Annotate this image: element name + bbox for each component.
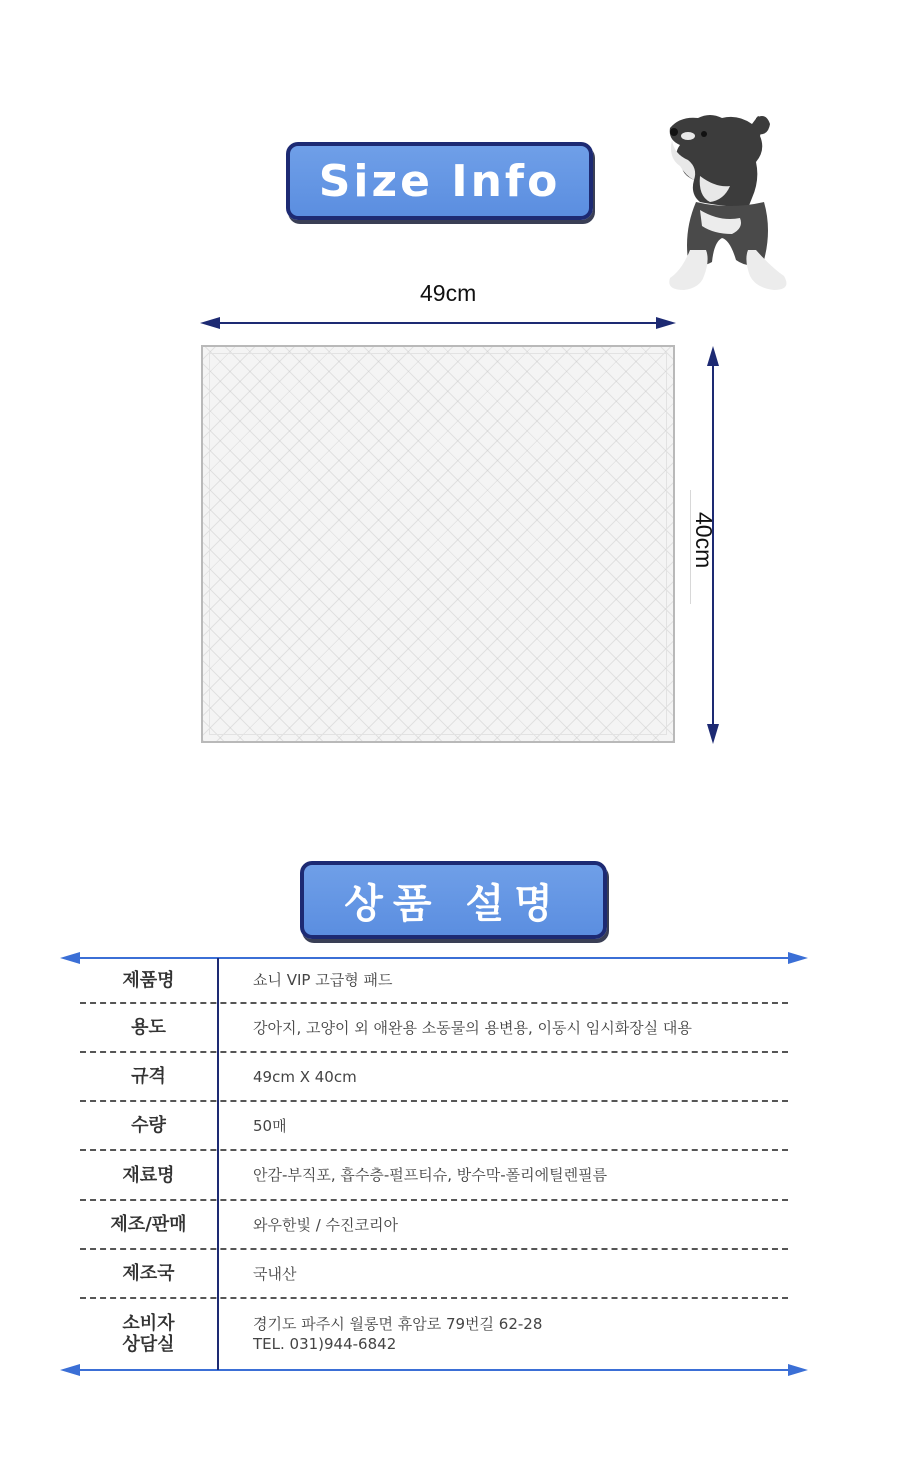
row-value-text: 안감-부직포, 흡수층-펄프티슈, 방수막-폴리에틸렌필름 bbox=[253, 1166, 608, 1184]
row-value bbox=[217, 1053, 788, 1100]
row-value bbox=[217, 1151, 788, 1199]
width-label: 49cm bbox=[420, 280, 477, 306]
row-value-text: 49cm X 40cm bbox=[253, 1067, 357, 1086]
row-value-text: 쇼니 VIP 고급형 패드 bbox=[253, 971, 393, 989]
row-value bbox=[217, 1102, 788, 1149]
address-text: 경기도 파주시 월롱면 휴암로 79번길 62-28 bbox=[253, 1315, 543, 1333]
table-row-customer-service bbox=[80, 1299, 788, 1369]
product-description-heading bbox=[300, 861, 607, 939]
pee-pad-image bbox=[201, 345, 675, 743]
row-value-text: 국내산 bbox=[253, 1264, 297, 1283]
row-value-text: 와우한빛 / 수진코리아 bbox=[253, 1215, 399, 1234]
row-key-line: 소비자 bbox=[122, 1313, 175, 1334]
row-value bbox=[217, 1250, 788, 1297]
table-row-origin bbox=[80, 1250, 788, 1299]
table-row-manufacturer bbox=[80, 1201, 788, 1250]
row-value-text: 강아지, 고양이 외 애완용 소동물의 용변용, 이동시 임시화장실 대용 bbox=[253, 1018, 692, 1037]
row-value bbox=[217, 1299, 788, 1369]
row-value bbox=[217, 1004, 788, 1051]
row-value bbox=[217, 958, 788, 1002]
table-row-product-name bbox=[80, 958, 788, 1004]
row-key: 수량 bbox=[131, 1115, 166, 1136]
row-key: 제조/판매 bbox=[110, 1214, 187, 1235]
row-key-line: 상담실 bbox=[122, 1334, 175, 1355]
dog-illustration bbox=[660, 110, 795, 295]
row-key: 제조국 bbox=[122, 1263, 175, 1284]
table-row-materials bbox=[80, 1151, 788, 1201]
row-key: 규격 bbox=[131, 1066, 166, 1087]
phone-text: TEL. 031)944-6842 bbox=[253, 1335, 397, 1353]
product-description-heading-text: 상품 설명 bbox=[344, 880, 563, 927]
row-key: 재료명 bbox=[122, 1164, 175, 1186]
row-key bbox=[80, 1299, 217, 1369]
width-arrow bbox=[198, 314, 678, 332]
row-key: 제품명 bbox=[122, 969, 175, 991]
table-row-usage bbox=[80, 1004, 788, 1053]
table-row-spec bbox=[80, 1053, 788, 1102]
table-row-quantity bbox=[80, 1102, 788, 1151]
row-value bbox=[217, 1201, 788, 1248]
size-info-heading-text: Size Info bbox=[318, 155, 561, 207]
product-info-table bbox=[80, 958, 788, 1369]
row-key: 용도 bbox=[131, 1017, 166, 1038]
height-label: 40cm bbox=[691, 512, 717, 569]
row-value-text: 50매 bbox=[253, 1116, 287, 1135]
size-info-heading bbox=[286, 142, 593, 220]
